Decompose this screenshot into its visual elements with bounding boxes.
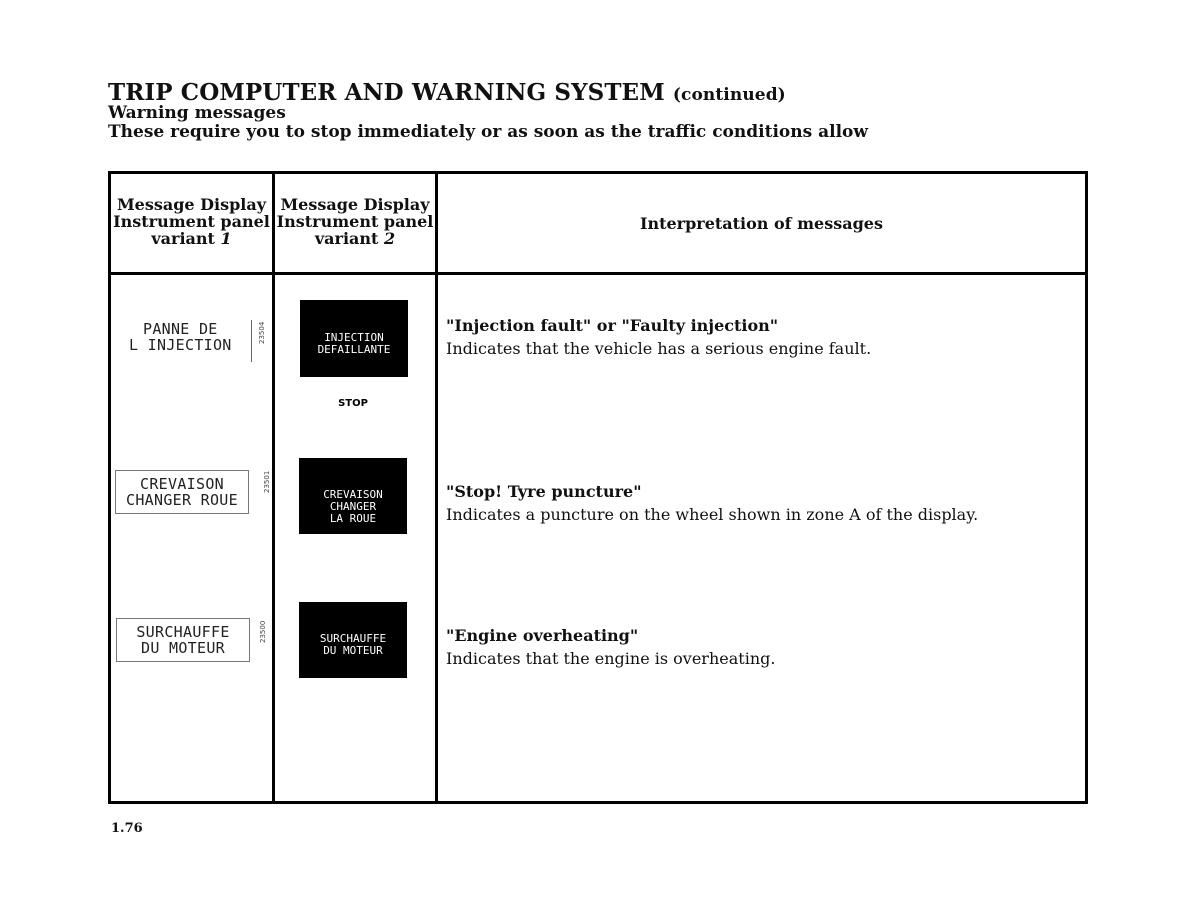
header-line: Message Display: [116, 195, 267, 214]
page-number: 1.76: [111, 821, 143, 836]
variant2-text: CREVAISON CHANGER LA ROUE: [323, 488, 383, 525]
header-line: Instrument panel: [276, 212, 434, 231]
message-title-puncture: "Stop! Tyre puncture": [446, 482, 642, 501]
message-title-overheating: "Engine overheating": [446, 626, 639, 645]
section-instruction: These require you to stop immediately or as soon as the traffic conditions allow: [108, 122, 869, 142]
warning-messages-table: [108, 171, 1088, 804]
header-line: [111, 230, 272, 247]
section-subtitle: Warning messages: [108, 103, 286, 123]
header-divider: [111, 272, 1085, 275]
variant2-display-overheating: [299, 602, 407, 678]
header-line: Instrument panel: [113, 212, 270, 231]
variant2-text: INJECTION DEFAILLANTE: [317, 331, 391, 356]
message-title-injection: "Injection fault" or "Faulty injection": [446, 316, 779, 335]
header-variant-word: variant: [314, 229, 379, 248]
title-text: TRIP COMPUTER AND WARNING SYSTEM: [108, 79, 665, 106]
variant2-display-puncture: [299, 458, 407, 534]
page-title: [108, 79, 786, 106]
column-header-interpretation: Interpretation of messages: [639, 214, 883, 233]
title-suffix: (continued): [672, 85, 786, 105]
message-text-puncture: Indicates a puncture on the wheel shown in zone A of the display.: [446, 505, 979, 524]
header-variant-number: 2: [384, 229, 396, 248]
display-edge: [251, 320, 252, 362]
message-text-overheating: Indicates that the engine is overheating.: [446, 649, 776, 668]
header-line: [275, 230, 435, 247]
header-variant-number: 1: [220, 229, 232, 248]
header-variant-word: variant: [151, 229, 215, 248]
column-divider: [435, 174, 438, 801]
column-divider: [272, 174, 275, 801]
column-header-variant-1: [111, 196, 272, 247]
coolant-temperature-icon: [331, 684, 375, 720]
figure-code: 23504: [258, 321, 266, 344]
variant2-display-injection: [300, 300, 408, 409]
engine-stop-icon: [325, 384, 383, 416]
figure-code: 23500: [259, 620, 267, 643]
figure-code: 23501: [263, 470, 271, 493]
column-header-variant-2: [275, 196, 435, 247]
message-text-injection: Indicates that the vehicle has a serious engine fault.: [446, 339, 872, 358]
variant1-display-puncture: CREVAISON CHANGER ROUE: [115, 470, 249, 514]
stop-label: STOP: [338, 398, 368, 409]
variant1-display-overheating: SURCHAUFFE DU MOTEUR: [116, 618, 250, 662]
header-line: Message Display: [280, 195, 430, 214]
variant1-display-injection: PANNE DE L INJECTION: [129, 320, 232, 354]
variant2-text: SURCHAUFFE DU MOTEUR: [319, 632, 387, 657]
